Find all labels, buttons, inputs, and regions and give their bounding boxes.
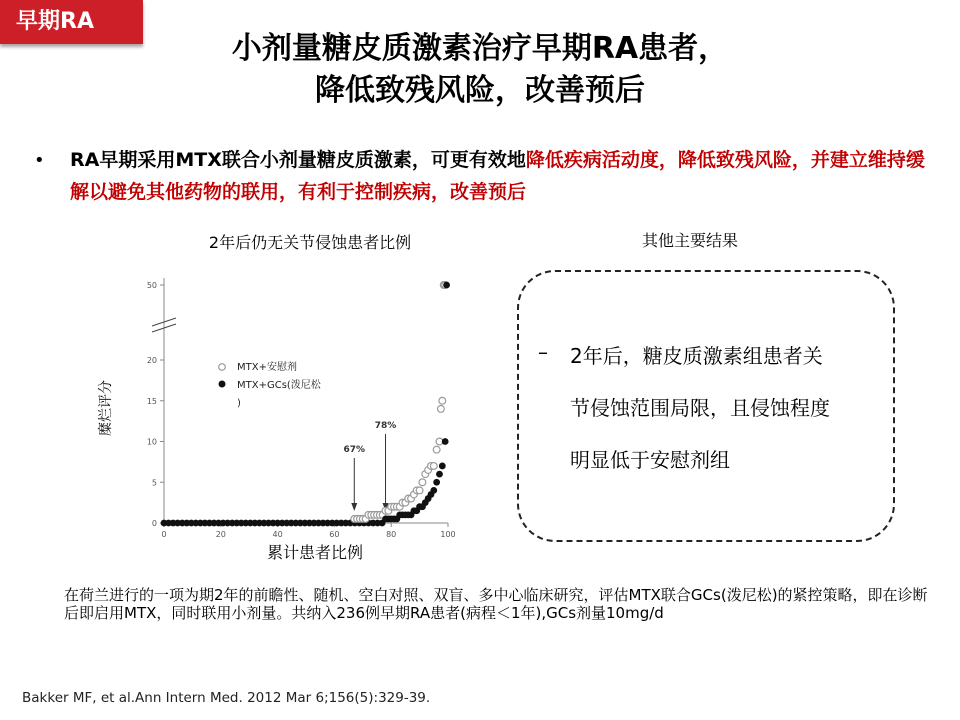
legend-marker-gcs xyxy=(219,381,226,388)
chart-axes xyxy=(152,278,448,523)
data-point-gcs xyxy=(430,487,437,494)
data-point-gcs xyxy=(433,479,440,486)
y-tick-label: 15 xyxy=(146,396,157,406)
legend-label: MTX+GCs(泼尼松 xyxy=(237,380,321,391)
data-point-gcs xyxy=(439,463,446,470)
y-tick-label: 10 xyxy=(146,437,157,447)
other-results-line: 明显低于安慰剂组 xyxy=(570,448,730,472)
annotation-arrowhead xyxy=(351,503,357,511)
y-axis-label: 糜烂评分 xyxy=(98,380,114,436)
erosion-score-chart xyxy=(80,268,480,578)
title-line-1: 小剂量糖皮质激素治疗早期RA患者， xyxy=(231,31,729,66)
y-tick-label: 50 xyxy=(146,281,157,290)
other-results-text xyxy=(570,330,890,486)
y-tick-label: 5 xyxy=(151,478,157,488)
key-point-text: RA早期采用MTX联合小剂量糖皮质激素，可更有效地 xyxy=(70,149,526,171)
other-results-dash: – xyxy=(538,340,548,364)
data-point-placebo xyxy=(416,487,423,494)
data-point-gcs xyxy=(443,282,450,289)
reference-citation: Bakker MF, et al.Ann Intern Med. 2012 Mar 6;156(5):329-39. xyxy=(22,690,431,706)
x-tick-label: 0 xyxy=(161,530,167,539)
bullet-marker: • xyxy=(34,150,45,171)
data-point-gcs xyxy=(436,471,443,478)
chart-marks xyxy=(161,282,450,527)
x-tick-label: 100 xyxy=(440,530,456,539)
data-point-placebo xyxy=(433,446,440,453)
chart-legend xyxy=(219,360,322,409)
data-point-placebo xyxy=(419,479,426,486)
slide-title xyxy=(120,28,840,112)
x-tick-label: 60 xyxy=(329,530,340,539)
y-tick-label: 20 xyxy=(146,356,157,365)
data-point-placebo xyxy=(430,463,437,470)
other-results-line: 节侵蚀范围局限，且侵蚀程度 xyxy=(570,396,830,420)
legend-label: ) xyxy=(237,398,241,409)
chart-title: 2年后仍无关节侵蚀患者比例 xyxy=(208,233,412,252)
data-point-placebo xyxy=(439,397,446,404)
x-axis-label: 累计患者比例 xyxy=(266,543,364,562)
x-tick-label: 20 xyxy=(215,530,226,539)
annotation-label: 67% xyxy=(343,445,366,455)
key-point-highlight: 降低疾病活动度，降低致残风险，并建立维持缓解以避免其他药物的联用，有利于控制疾病，改善预后 xyxy=(70,149,925,203)
annotation-label: 78% xyxy=(374,421,397,431)
legend-label: MTX+安慰剂 xyxy=(237,362,297,373)
study-description: 在荷兰进行的一项为期2年的前瞻性、随机、空白对照、双盲、多中心临床研究，评估MTX联合GCs(泼尼松)的紧控策略，即在诊断后即启用MTX，同时联用小剂量。共纳入236例早期RA患者(病程＜1年),GCs剂量10mg/d xyxy=(64,586,928,622)
other-results-title: 其他主要结果 xyxy=(641,231,738,250)
x-tick-label: 80 xyxy=(386,530,397,539)
x-tick-label: 40 xyxy=(272,530,283,539)
data-point-placebo xyxy=(438,406,445,413)
section-tag: 早期RA xyxy=(0,0,143,44)
other-results-line: 2年后，糖皮质激素组患者关 xyxy=(570,344,823,368)
title-line-2: 降低致残风险，改善预后 xyxy=(315,73,645,108)
legend-marker-placebo xyxy=(219,364,226,371)
y-tick-label: 0 xyxy=(151,519,157,528)
chart-annotations xyxy=(344,421,397,511)
data-point-gcs xyxy=(442,438,449,445)
key-point xyxy=(70,144,940,208)
